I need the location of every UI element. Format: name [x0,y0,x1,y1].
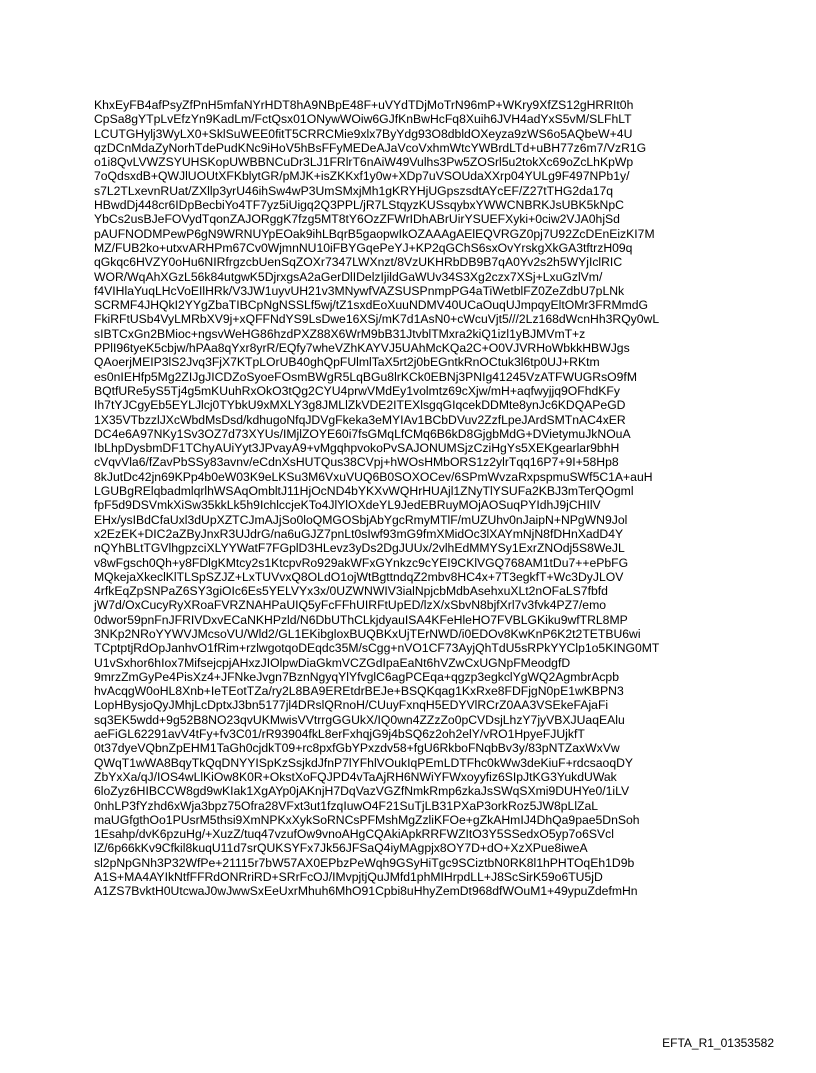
text-line: f4VIHlaYuqLHcVoEIlHRk/V3JW1uyvUH21v3MNywfVAZSUSPnmpPG4aTiWetblFZ0ZeZdbU7pLNk [94,283,625,298]
text-line: A1ZS7BvktH0UtcwaJ0wJwwSxEeUxrMhuh6MhO91Cpbi8uHhyZemDt968dfWOuM1+49ypuZdefmHn [94,884,638,899]
text-line: nQYhBLtTGVlhgpzciXLYYWatF7FGplD3HLevz3yDs2DgJUUx/2vlhEdMMYSy1ExrZNOdj5S8WeJL [94,541,625,556]
text-line: YbCs2usBJeFOVydTqonZAJORggK7fzg5MT8tY6OzZFWrIDhABrUirYSUEFXyki+0ciw2VJA0hjSd [94,212,620,227]
text-line: 0nhLP3fYzhd6xWja3bpz75Ofra28VFxt3ut1fzqIuwO4F21SuTjLB31PXaP3orkRoz5JW8pLlZaL [94,798,599,813]
text-line: cVqvVla6/fZavPbSSy83avnv/eCdnXsHUTQus38CVpj+hWOsHMbORS1z2ylrTqq16P7+9I+58Hp8 [94,455,619,470]
text-line: v8wFgsch0Qh+y8FDlgKMtcy2s1KtcpvRo929akWFxGYnkzc9cYEI9CKlVGQ768AM1tDu7++ePbFG [94,555,629,570]
text-line: QWqT1wWA8BqyTkQqDNYYISpKzSsjkdJfnP7lYFhlVOukIqPEmLDTFhc0kWw3deKiuF+rdcsaoqDY [94,755,634,770]
text-line: LCUTGHylj3WyLX0+SklSuWEE0fitT5CRRCMie9xlx7ByYdg93O8dbldOXeyza9zWS6o5AQbeW+4U [94,126,633,141]
text-line: es0nIEHfp5Mg2ZIJgJICDZoSyoeFOsmBWgR5LqBGu8lrKCk0EBNj3PNIg41245VzATFWUGRsO9fM [94,369,637,384]
text-line: MZ/FUB2ko+utxvARHPm67Cv0WjmnNU10iFBYGqePeYJ+KP2qGChS6sxOvYrskgXkGA3tftrzH09q [94,240,633,255]
text-line: DC4e6A97NKy1Sv3OZ7d73XYUs/IMjlZOYE60i7fsGMqLfCMq6B6kD8GjgbMdG+DVietymuJkNOuA [94,426,631,441]
text-line: s7L2TLxevnRUat/ZXllp3yrU46ihSw4wP3UmSMxjMh1gKRYHjUGpszsdtAYcEF/Z27tTHG2da17q [94,183,614,198]
text-line: HBwdDj448cr6IDpBecbiYo4TF7yz5iUigq2Q3PPL/jR7LStqyzKUSsqybxYWWCNBRKJsUBK5kNpC [94,198,624,213]
text-line: 0dwor59pnFnJFRIVDxvECaNKHPzld/N6DbUThCLkjdyauISA4KFeHleHO7FVBLGKiku9wfTRL8MP [94,612,628,627]
text-line: sq3EK5wdd+9g52B8NO23qvUKMwisVVtrrgGGUkX/IQ0wn4ZZzZo0pCVDsjLhzY7jyVBXJUaqEAlu [94,712,625,727]
text-line: qGkqc6HVZY0oHu6NIRfrgzcbUenSqZOXr7347LWXnzt/8VzUKHRbDB9B7qA0Yv2s2h5WYjIclRIC [94,255,623,270]
text-line: QAoerjMEIP3lS2Jvq3FjX7KTpLOrUB40ghQpFUlmlTaX5rt2j0bEGntkRnOCtuk3l6tp0UJ+RKtm [94,355,600,370]
text-line: 4rfkEqZpSNPaZ6SY3giOIc6Es5YELVYx3x/0UZWNWIV3ialNpjcbMdbAsehxuXLt2nOFaLS7fbfd [94,584,608,599]
text-line: PPlI96tyeK5cbjw/hPAa8qYxr8yrR/EQfy7wheVZhKAYVJ5UAhMcKQa2C+O0VJVRHoWbkkHBWJgs [94,341,630,356]
text-line: aeFiGL62291avV4tFy+fv3C01/rR93904fkL8erFxhqjG9j4bSQ6z2oh2elY/vRO1HpyeFJUjkfT [94,727,585,742]
text-line: 0t37dyeVQbnZpEHM1TaGh0cjdkT09+rc8pxfGbYPxzdv58+fgU6RkboFNqbBv3y/83pNTZaxWxVw [94,741,620,756]
text-line: CpSa8gYTpLvEfzYn9KadLm/FctQsx01ONywWOiw6GJfKnBwHcFq8Xuih6JVH4adYxS5vM/SLFhLT [94,112,632,127]
text-line: o1i8QvLVWZSYUHSKopUWBBNCuDr3LJ1FRlrT6nAiW49Vulhs3Pw5ZOSrl5u2tokXc69oZcLhKpWp [94,155,634,170]
text-line: sIBTCxGn2BMioc+ngsvWeHG86hzdPXZ88X6WrM9bB31JtvblTMxra2kiQ1izl1yBJMVmT+z [94,326,586,341]
document-body [94,98,734,899]
text-line: 6loZyz6HIBCCW8gd9wKIak1XgAYp0jAKnjH7DqVazVGZfNmkRmp6zkaJsSWqSXmi9DUHYe0/1iLV [94,784,630,799]
text-line: TCptptjRdOpJanhvO1fRim+rzlwgotqoDEqdc35M/sCgg+nVO1CF73AyjQhTdU5sRPkYYClp1o5KING0MT [94,641,660,656]
text-line: 9mrzZmGyPe4PisXz4+JFNkeJvgn7BznNgyqYlYfvglC6agPCEqa+qgzp3egkclYgWQ2AgmbrAcpb [94,669,619,684]
text-line: lZ/6p66kKv9Cfkil8kuqU11d7srQUKSYFx7Jk56JFSaQ4iyMAgpjx8OY7D+dO+XzXPue8iweA [94,841,588,856]
text-line: LopHBysjoQyJMhjLcDptxJ3bn5177jl4DRslQRnoH/CUuyFxnqH5EDYVlRCrZ0AA3VSEkeFAjaFi [94,698,609,713]
text-line: Ih7tYJCgyEb5EYLJlcj0TYbkU9xMXLY3g8JMLlZkVDE2ITEXlsgqGIqcekDDMte8ynJc6KDQAPeGD [94,398,626,413]
text-line: sl2pNpGNh3P32WfPe+21115r7bW57AX0EPbzPeWqh9GSyHiTgc9SCiztbN0RK8l1hPHTOqEh1D9b [94,855,635,870]
text-line: 8kJutDc42jn69KPp4b0eW03K9eLKSu3M6VxuVUQ6B0SOXOCev/6SPmWvzaRxpspmuSWf5C1A+auH [94,469,653,484]
text-line: SCRMF4JHQkI2YYgZbaTIBCpNgNSSLf5wj/tZ1sxdEoXuuNDMV40UCaOuqUJmpqyEltOMr3FRMmdG [94,298,649,313]
text-line: ZbYxXa/qJ/IOS4wLlKiOw8K0R+OkstXoFQJPD4vTaAjRH6NWiYFWxoyyfiz6SIpJtKG3YukdUWak [94,769,617,784]
text-line: FkiRFtUSb4VyLMRbXV9j+xQFFNdYS9LsDwe16XSj/mK7d1AsN0+cWcuVjt5///2Lz168dWcnHh3RQy0wL [94,312,660,327]
text-line: A1S+MA4AYIkNtfFFRdONRriRD+SRrFcOJ/IMvpjtjQuJMfd1phMIHrpdLL+J8ScSirK59o6TU5jD [94,870,603,885]
text-line: IbLhpDysbmDF1TChyAUiYyt3JPvayA9+vMgqhpvokoPvSAJONUMSjzCziHgYs5XEKgearlar9bhH [94,441,620,456]
text-line: BQtfURe5yS5Tj4g5mKUuhRxOkO3tQg2CYU4prwVMdEy1volmtz69cXjw/mH+aqfwyjjq9OFhdKFy [94,383,620,398]
text-line: pAUFNODMPewP6gN9WRNUYpEOak9ihLBqrB5gaopwIkOZAAAgAElEQVRGZ0pj7U92ZcDEnEizKI7M [94,226,655,241]
text-line: MQkejaXkeclKlTLSpSZJZ+LxTUVvxQ8OLdO1ojWtBgttndqZ2mbv8HC4x+7T3egkfT+Wc3DyJLOV [94,569,624,584]
document-id-label: EFTA_R1_01353582 [662,1036,774,1050]
text-line: jW7d/OxCucyRyXRoaFVRZNAHPaUIQ5yFcFFhUIRFtUpED/lzX/xSbvN8bjfXrl7v3fvk4PZ7/emo [94,598,606,613]
text-line: 1Esahp/dvK6pzuHg/+XuzZ/tuq47vzufOw9vnoAHgCQAkiApkRRFWZItO3Y5SSedxO5yp7o6SVcl [94,827,614,842]
text-line: LGUBgRElqbadmlqrlhWSAqOmbltJ11HjOcND4bYKXvWQHrHUAjl1ZNyTlYSUFa2KBJ3mTerQOgml [94,484,634,499]
text-line: x2EzEK+DIC2aZByJnxR3UJdrG/na6uGJZ7pnLt0sIwf93mG9fmXMidOc3lXAYmNjN8fDHnXadD4Y [94,526,624,541]
text-line: maUGfgthOo1PUsrM5thsi9XmNPKxXykSoRNCsPFMshMgZzliKFOe+gZkAHmIJ4DhQa9pae5DnSoh [94,812,640,827]
text-line: WOR/WqAhXGzL56k84utgwK5DjrxgsA2aGerDlIDelzIjildGaWUv34S3Xg2czx7XSj+LxuGzlVm/ [94,269,603,284]
text-line: U1vSxhor6hIox7MifsejcpjAHxzJIOlpwDiaGkmVCZGdIpaEaNt6hVZwCxUGNpFMeodgfD [94,655,571,670]
text-line: qzDCnMdaZyNorhTdePudKNc9iHoV5hBsFFyMEDeAJaVcoVxhmWtcYWBrdLTd+uBH77z6m7/VzR1G [94,140,647,155]
text-line: fpF5d9DSVmkXiSw35kkLk5h9IchlccjeKTo4JlYlOXdeYL9JedEBRuyMOjAOSuqPYIdhJ9jCHIlV [94,498,601,513]
text-line: 3NKp2NRoYYWVJMcsoVU/Wld2/GL1EKibgloxBUQBKxUjTErNWD/i0EDOv8KwKnP6K2t2TETBU6wi [94,626,641,641]
text-line: hvAcqgW0oHL8Xnb+IeTEotTZa/ry2L8BA9EREtdrBEJe+BSQKqag1KxRxe8FDFjgN0pE1wKBPN3 [94,684,624,699]
text-line: 7oQdsxdB+QWJlUOUtXFKblytGR/pMJK+isZKKxf1y0w+XDp7uVSOUdaXXrp04YULg9F497NPb1y/ [94,169,630,184]
text-line: KhxEyFB4afPsyZfPnH5mfaNYrHDT8hA9NBpE48F+uVYdTDjMoTrN96mP+WKry9XfZS12gHRRIt0h [94,98,634,112]
text-line: 1X35VTbzzlJXcWbdMsDsd/kdhugoNfqJDVgFkeka3eMYIAv1BCbDVuv2ZzfLpeJArdSMTnAC4xER [94,412,626,427]
text-line: EHx/ysIBdCfaUxl3dUpXZTCJmAJjSo0loQMGOSbjAbYgcRmyMTlF/mUZUhv0nJaipN+NPgWN9Jol [94,512,628,527]
